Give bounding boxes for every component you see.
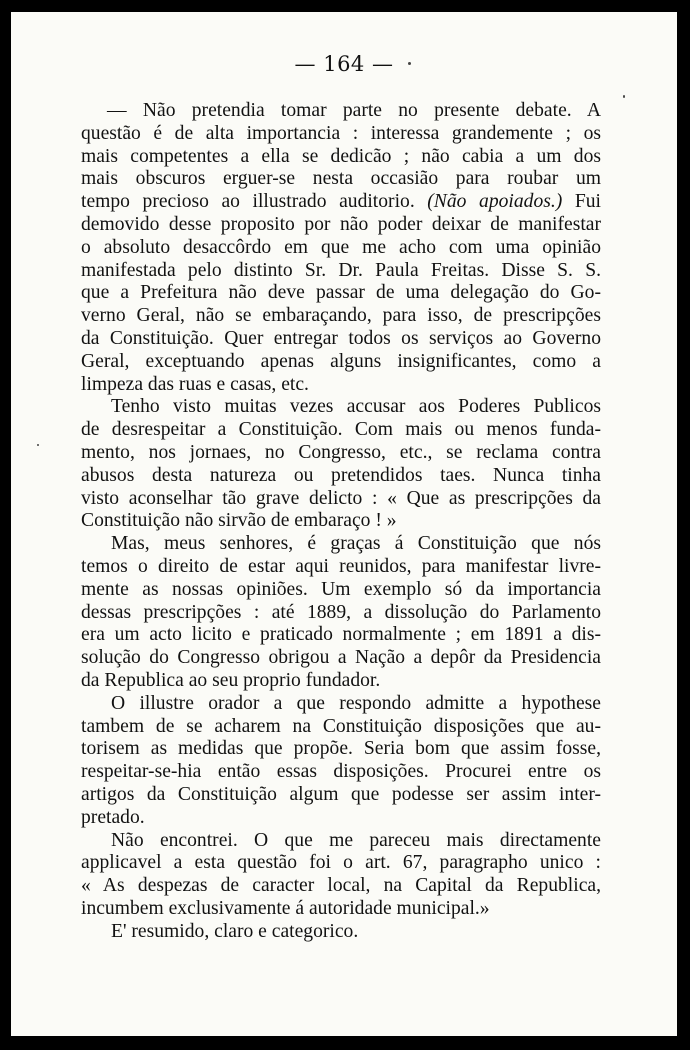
text-line: E' resumido, claro e categorico. [111, 920, 359, 942]
text-line: respeitar-se-hia então essas disposições. Procurei entre os [81, 761, 601, 783]
text-line: — Não pretendia tomar parte no presente debate. A [107, 100, 601, 121]
text-line: verno Geral, não se embaraçando, para isso, de prescripções [81, 305, 601, 327]
text-line: Mas, meus senhores, é graças á Constituição que nós [111, 533, 601, 555]
text-line: Geral, exceptuando apenas alguns insignificantes, como a [81, 350, 601, 372]
text-line: tambem de se acharem na Constituição disposições que au- [81, 715, 601, 737]
text-line: de desrespeitar a Constituição. Com mais ou menos funda- [81, 419, 601, 441]
text-line: pretado. [81, 806, 145, 828]
book-page [11, 12, 677, 1036]
text-line: da Republica ao seu proprio fundador. [81, 669, 381, 691]
text-line: mento, nos jornaes, no Congresso, etc., se reclama contra [81, 441, 601, 463]
print-speck [408, 62, 411, 65]
text-line: Constituição não sirvão de embaraço ! » [81, 510, 397, 532]
print-speck [623, 95, 625, 98]
text-line: Não encontrei. O que me pareceu mais directamente [111, 829, 601, 851]
text-line: demovido desse proposito por não poder deixar de manifestar [81, 213, 601, 235]
text-line: o absoluto desaccôrdo em que me acho com uma opinião [81, 236, 601, 258]
text-line: torisem as medidas que propõe. Seria bom que assim fosse, [81, 738, 601, 760]
print-speck [37, 444, 39, 446]
text-line: visto aconselhar tão grave delicto : « Que as prescripções da [81, 487, 601, 509]
text-line: temos o direito de estar aqui reunidos, para manifestar livre- [81, 555, 601, 577]
text-line: mente as nossas opiniões. Um exemplo só da importancia [81, 578, 601, 600]
text-line: que a Prefeitura não deve passar de uma delegação do Go- [81, 282, 601, 304]
text-line: dessas prescripções : até 1889, a dissolução do Parlamento [81, 601, 601, 623]
text-line: da Constituição. Quer entregar todos os serviços ao Governo [81, 327, 601, 349]
text-line: abusos desta natureza ou pretendidos taes. Nunca tinha [81, 464, 601, 486]
text-line: limpeza das ruas e casas, etc. [81, 373, 309, 395]
text-line-with-italic: tempo precioso ao illustrado auditorio. (Não apoiados.) Fui [81, 191, 601, 213]
text-line: manifestada pelo distinto Sr. Dr. Paula Freitas. Disse S. S. [81, 259, 601, 281]
text-line: solução do Congresso obrigou a Nação a depôr da Presidencia [81, 647, 601, 669]
text-line: O illustre orador a que respondo admitte a hypothese [111, 692, 601, 714]
text-line: « As despezas de caracter local, na Capital da Republica, [81, 875, 601, 897]
body-text [81, 100, 601, 943]
text-line: artigos da Constituição algum que podesse ser assim inter- [81, 783, 601, 805]
text-line: incumbem exclusivamente á autoridade municipal.» [81, 897, 490, 919]
text-line: applicavel a esta questão foi o art. 67, paragrapho unico : [81, 852, 601, 874]
text-line: questão é de alta importancia : interessa grandemente ; os [81, 122, 601, 144]
page-number: — 164 — [294, 52, 394, 76]
italic-remark: (Não apoiados.) [427, 191, 563, 213]
text-line: Tenho visto muitas vezes accusar aos Poderes Publicos [111, 396, 601, 418]
text-line: era um acto licito e praticado normalmente ; em 1891 a dis- [81, 624, 601, 646]
text-line: mais obscuros erguer-se nesta occasião para roubar um [81, 168, 601, 190]
text-line: mais competentes a ella se dedicão ; não cabia a um dos [81, 145, 601, 167]
